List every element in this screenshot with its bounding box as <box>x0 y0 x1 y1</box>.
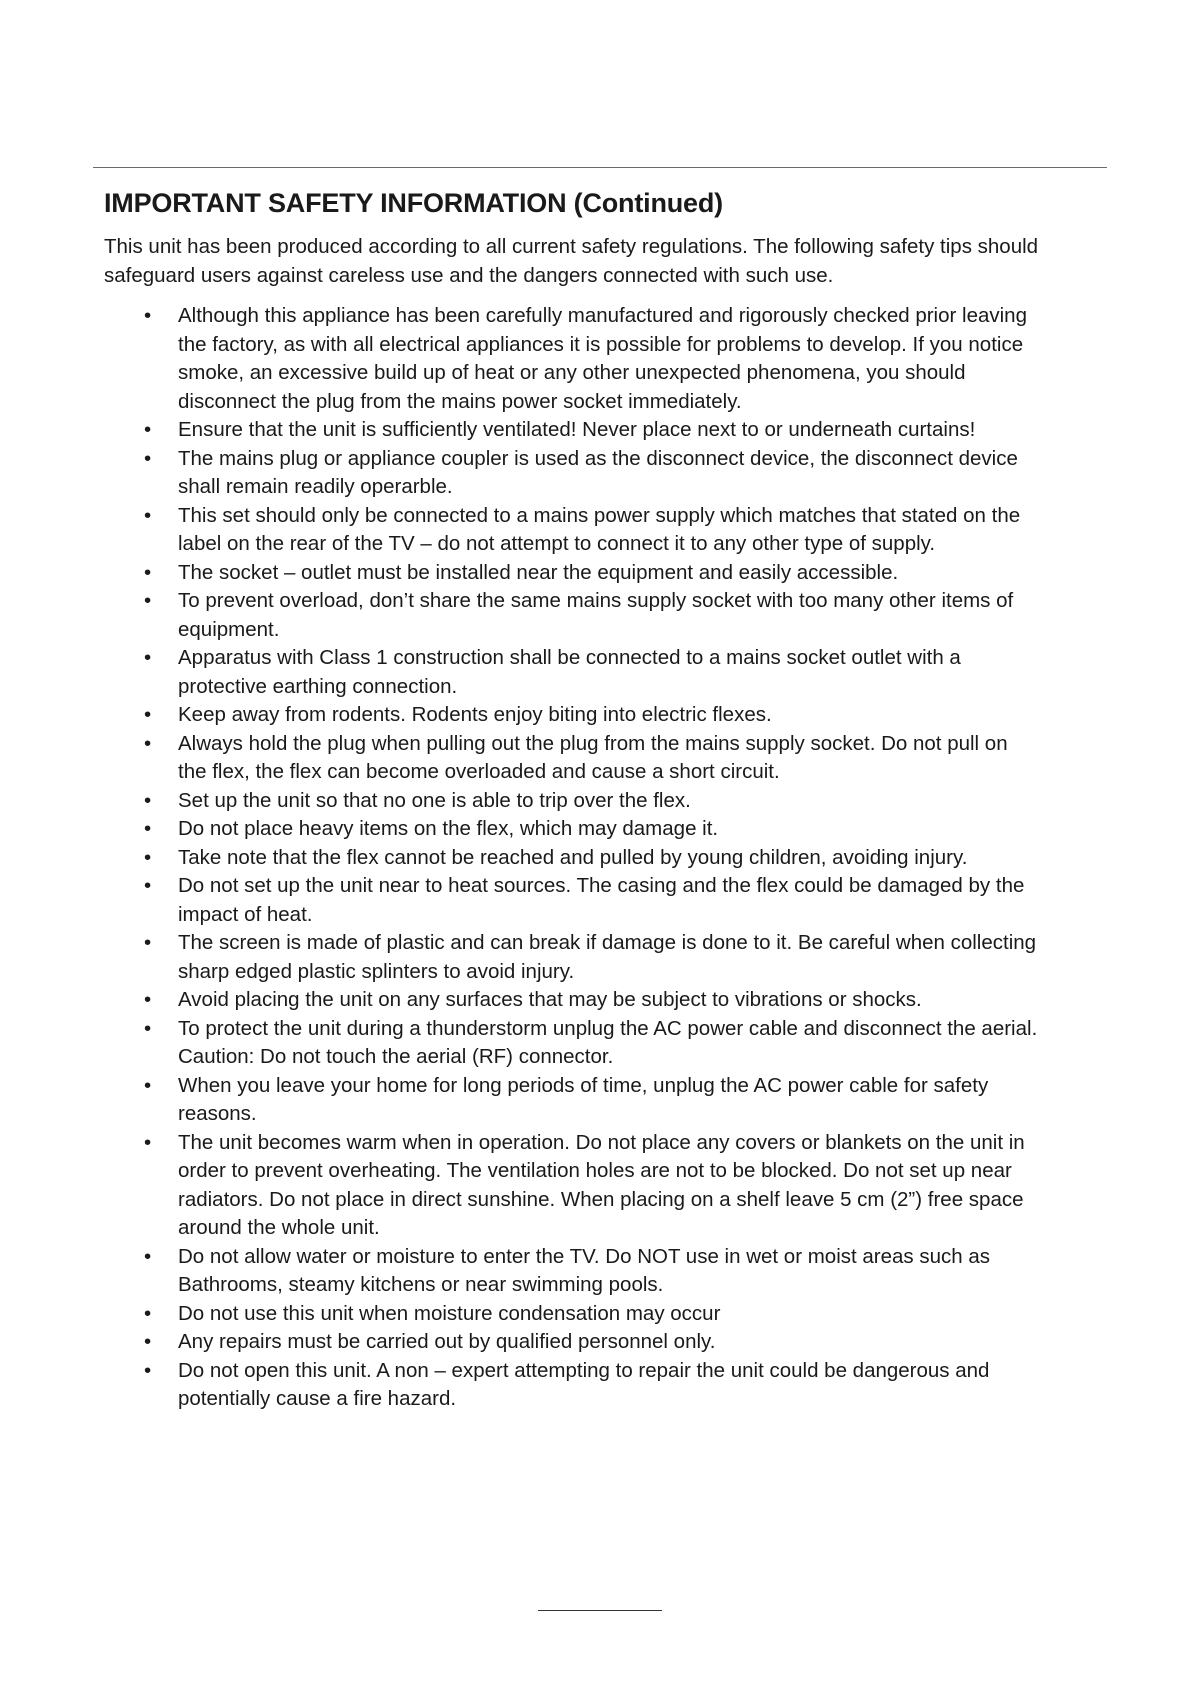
bullet-icon: • <box>144 1073 152 1097</box>
bullet-text: The unit becomes warm when in operation. Do not place any covers or blankets on the unit in order to prevent overheating. The ventilation holes are not to be blocked. Do not set up near radiators. Do not place in direct sunshine. When placing on a shelf leave 5 cm (2”) free space around the whole unit. <box>178 1130 1025 1239</box>
list-item <box>140 559 1040 588</box>
bullet-text: Any repairs must be carried out by qualified personnel only. <box>178 1330 716 1353</box>
bullet-text: The screen is made of plastic and can break if damage is done to it. Be careful when collecting sharp edged plastic splinters to avoid injury. <box>178 931 1037 983</box>
list-item <box>140 644 1040 701</box>
bullet-text: Avoid placing the unit on any surfaces that may be subject to vibrations or shocks. <box>178 988 922 1011</box>
list-item <box>140 302 1040 416</box>
bullet-icon: • <box>144 446 152 470</box>
bullet-icon: • <box>144 1330 152 1353</box>
bullet-icon: • <box>144 874 152 897</box>
page-title: IMPORTANT SAFETY INFORMATION (Continued) <box>104 188 723 218</box>
list-item <box>140 929 1040 986</box>
list-item <box>140 701 1040 730</box>
bullet-text: To prevent overload, don’t share the same mains supply socket with too many other items of equipment. <box>178 589 1014 641</box>
bullet-text: To protect the unit during a thunderstorm unplug the AC power cable and disconnect the aerial. Caution: Do not touch the aerial (RF) connector. <box>178 1016 1038 1068</box>
bullet-text: Always hold the plug when pulling out the plug from the mains supply socket. Do not pull on the flex, the flex can become overloaded and cause a short circuit. <box>178 731 1008 783</box>
bullet-icon: • <box>144 418 152 441</box>
list-item <box>140 1357 1040 1414</box>
header-divider <box>93 167 1107 168</box>
bullet-icon: • <box>144 788 152 812</box>
list-item <box>140 445 1040 502</box>
bullet-text: Take note that the flex cannot be reached and pulled by young children, avoiding injury. <box>178 845 968 869</box>
bullet-text: Do not use this unit when moisture condensation may occur <box>178 1301 721 1325</box>
bullet-text: The mains plug or appliance coupler is used as the disconnect device, the disconnect device shall remain readily operarble. <box>178 446 1018 498</box>
list-item <box>140 587 1040 644</box>
list-item <box>140 416 1040 445</box>
list-item <box>140 1300 1040 1329</box>
bullet-text: When you leave your home for long periods of time, unplug the AC power cable for safety reasons. <box>178 1073 989 1125</box>
list-item <box>140 1129 1040 1243</box>
list-item <box>140 1243 1040 1300</box>
bullet-icon: • <box>144 1301 152 1325</box>
bullet-icon: • <box>144 589 152 612</box>
list-item <box>140 1328 1040 1357</box>
bullet-text: This set should only be connected to a mains power supply which matches that stated on the label on the rear of the TV – do not attempt to connect it to any other type of supply. <box>178 503 1021 555</box>
bullet-icon: • <box>144 703 152 726</box>
bullet-icon: • <box>144 304 152 327</box>
list-item <box>140 844 1040 873</box>
list-item <box>140 815 1040 844</box>
bullet-icon: • <box>144 1016 152 1040</box>
bullet-icon: • <box>144 931 152 954</box>
bullet-icon: • <box>144 503 152 527</box>
bullet-text: Do not allow water or moisture to enter the TV. Do NOT use in wet or moist areas such as Bathrooms, steamy kitchens or near swimming pools. <box>178 1244 991 1296</box>
bullet-text: Set up the unit so that no one is able to trip over the flex. <box>178 788 691 812</box>
footer-divider <box>538 1610 662 1611</box>
list-item <box>140 1015 1040 1072</box>
bullet-text: Ensure that the unit is sufficiently ventilated! Never place next to or underneath curtains! <box>178 418 976 441</box>
bullet-icon: • <box>144 560 152 584</box>
bullet-text: Although this appliance has been carefully manufactured and rigorously checked prior leaving the factory, as with all electrical appliances it is possible for problems to develop. If you notice smoke, an excessive build up of heat or any other unexpected phenomena, you should disconnect the plug from the mains power socket immediately. <box>178 304 1027 413</box>
bullet-icon: • <box>144 1130 152 1154</box>
bullet-text: Do not open this unit. A non – expert attempting to repair the unit could be dangerous and potentially cause a fire hazard. <box>178 1358 990 1410</box>
bullet-icon: • <box>144 646 152 669</box>
intro-paragraph: This unit has been produced according to all current safety regulations. The following safety tips should safeguard users against careless use and the dangers connected with such use. <box>104 235 1039 287</box>
list-item <box>140 502 1040 559</box>
list-item <box>140 986 1040 1015</box>
bullet-text: Do not place heavy items on the flex, which may damage it. <box>178 817 719 840</box>
list-item <box>140 730 1040 787</box>
bullet-text: The socket – outlet must be installed near the equipment and easily accessible. <box>178 560 899 584</box>
bullet-icon: • <box>144 988 152 1011</box>
bullet-text: Apparatus with Class 1 construction shall be connected to a mains socket outlet with a protective earthing connection. <box>178 646 961 698</box>
bullet-icon: • <box>144 731 152 755</box>
bullet-icon: • <box>144 1358 152 1382</box>
list-item <box>140 787 1040 816</box>
bullet-icon: • <box>144 845 152 869</box>
bullet-icon: • <box>144 817 152 840</box>
bullet-icon: • <box>144 1244 152 1268</box>
safety-bullet-list <box>140 302 1040 1414</box>
bullet-text: Keep away from rodents. Rodents enjoy biting into electric flexes. <box>178 703 772 726</box>
list-item <box>140 872 1040 929</box>
bullet-text: Do not set up the unit near to heat sources. The casing and the flex could be damaged by the impact of heat. <box>178 874 1025 926</box>
list-item <box>140 1072 1040 1129</box>
